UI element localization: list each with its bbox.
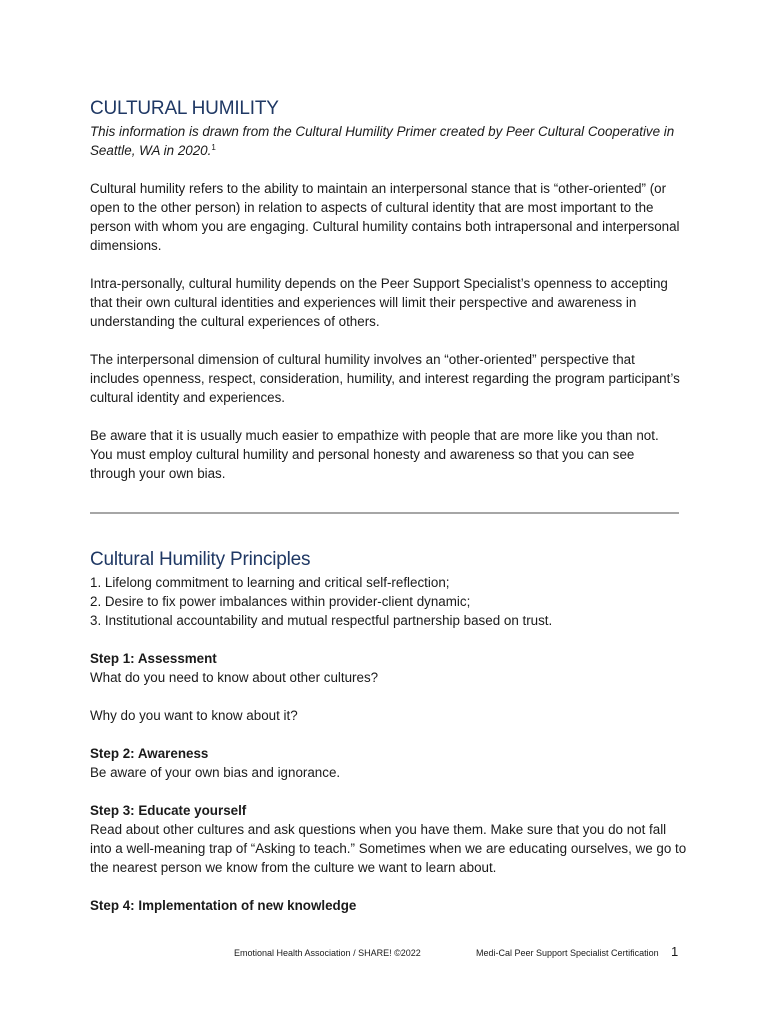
page-footer bbox=[0, 944, 768, 964]
principle-item: 1. Lifelong commitment to learning and critical self-reflection; bbox=[90, 575, 450, 590]
step-text: Be aware of your own bias and ignorance. bbox=[90, 765, 341, 780]
page-title: CULTURAL HUMILITY bbox=[90, 98, 279, 119]
footer-copyright: Emotional Health Association / SHARE! ©2022 bbox=[234, 948, 421, 958]
paragraph: Intra-personally, cultural humility depends on the Peer Support Specialist’s openness to accepting that their own cultural identities and experiences will limit their perspective and awareness in understanding the cultural experiences of others. bbox=[90, 276, 668, 329]
principles-section bbox=[90, 547, 690, 915]
page-number: 1 bbox=[671, 944, 679, 959]
step-heading: Step 2: Awareness bbox=[90, 746, 209, 761]
footnote-marker: 1 bbox=[211, 143, 216, 152]
section-heading: Cultural Humility Principles bbox=[90, 549, 311, 570]
footer-certification: Medi-Cal Peer Support Specialist Certification bbox=[476, 948, 659, 958]
principle-item: 3. Institutional accountability and mutual respectful partnership based on trust. bbox=[90, 613, 553, 628]
step-heading: Step 3: Educate yourself bbox=[90, 803, 247, 818]
page-content bbox=[90, 96, 680, 483]
principle-item: 2. Desire to fix power imbalances within provider-client dynamic; bbox=[90, 594, 471, 609]
step-heading: Step 4: Implementation of new knowledge bbox=[90, 898, 357, 913]
paragraph: The interpersonal dimension of cultural humility involves an “other-oriented” perspective that includes openness, respect, consideration, humility, and interest regarding the program participant’s cultural identity and experiences. bbox=[90, 352, 680, 405]
paragraph: Be aware that it is usually much easier to empathize with people that are more like you than not. You must employ cultural humility and personal honesty and awareness so that you can see through your own bias. bbox=[90, 428, 659, 481]
paragraph: Cultural humility refers to the ability to maintain an interpersonal stance that is “other-oriented” (or open to the other person) in relation to aspects of cultural identity that are most important to the person with whom you are engaging. Cultural humility contains both intrapersonal and interpersonal dimensions. bbox=[90, 181, 680, 253]
step-text: Read about other cultures and ask questions when you have them. Make sure that you do not fall into a well-meaning trap of “Asking to teach.” Sometimes when we are educating ourselves, we go to the nearest person we know from the culture we want to learn about. bbox=[90, 822, 687, 875]
step-text: What do you need to know about other cultures? bbox=[90, 670, 379, 685]
section-divider bbox=[90, 512, 679, 514]
source-note: This information is drawn from the Cultural Humility Primer created by Peer Cultural Cooperative in Seattle, WA in 2020.$^1$ bbox=[90, 124, 675, 158]
step-text: Why do you want to know about it? bbox=[90, 708, 298, 723]
step-heading: Step 1: Assessment bbox=[90, 651, 217, 666]
